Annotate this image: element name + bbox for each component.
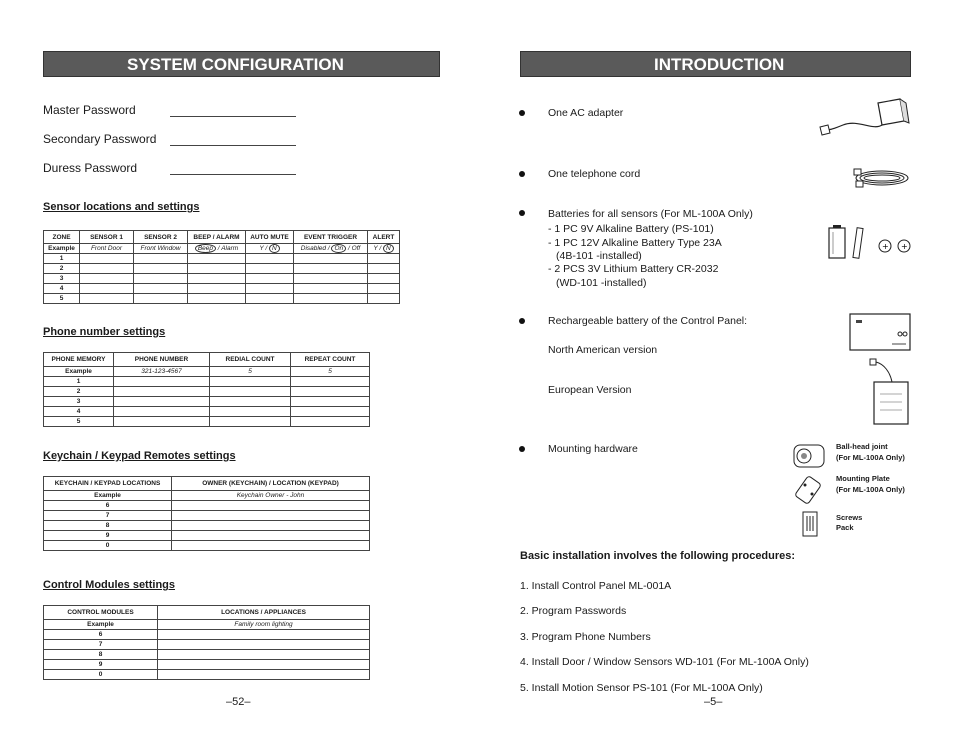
col-beep-alarm: BEEP / ALARM bbox=[188, 231, 246, 244]
col-alert: ALERT bbox=[368, 231, 400, 244]
control-modules-table bbox=[43, 605, 370, 680]
svg-text:+: + bbox=[901, 242, 908, 251]
col-sensor2: SENSOR 2 bbox=[134, 231, 188, 244]
table-row: 0 bbox=[44, 541, 370, 551]
col-repeat-count: REPEAT COUNT bbox=[291, 353, 370, 367]
battery-line: - 1 PC 9V Alkaline Battery (PS-101) bbox=[548, 223, 714, 235]
master-password-line bbox=[170, 116, 296, 117]
col-event-trigger: EVENT TRIGGER bbox=[294, 231, 368, 244]
table-row: 2 bbox=[44, 264, 400, 274]
col-phone-number: PHONE NUMBER bbox=[114, 353, 210, 367]
svg-text:+: + bbox=[882, 242, 889, 251]
phone-settings-table bbox=[43, 352, 370, 427]
ball-head-joint-label: Ball-head joint bbox=[836, 442, 888, 451]
right-page-title: INTRODUCTION bbox=[654, 55, 785, 74]
right-page-number: –5– bbox=[704, 696, 723, 708]
bullet bbox=[519, 446, 525, 452]
ball-head-joint-label: (For ML-100A Only) bbox=[836, 453, 905, 462]
table-row: 5 bbox=[44, 417, 370, 427]
table-row: Example Family room lighting bbox=[44, 620, 370, 630]
mounting-hardware-text: Mounting hardware bbox=[548, 443, 638, 455]
batteries-text: Batteries for all sensors (For ML-100A Only) bbox=[548, 208, 753, 220]
keychain-settings-table bbox=[43, 476, 370, 551]
ac-adapter-icon bbox=[818, 95, 910, 147]
col-phone-memory: PHONE MEMORY bbox=[44, 353, 114, 367]
col-auto-mute: AUTO MUTE bbox=[246, 231, 294, 244]
mounting-plate-label: (For ML-100A Only) bbox=[836, 485, 905, 494]
screws-pack-label: Screws bbox=[836, 513, 863, 522]
col-keychain-locations: KEYCHAIN / KEYPAD LOCATIONS bbox=[44, 477, 172, 491]
table-row: 2 bbox=[44, 387, 370, 397]
col-sensor1: SENSOR 1 bbox=[80, 231, 134, 244]
battery-line: (WD-101 -installed) bbox=[556, 277, 647, 289]
col-redial-count: REDIAL COUNT bbox=[210, 353, 291, 367]
mounting-plate-label: Mounting Plate bbox=[836, 474, 890, 483]
keychain-settings-heading: Keychain / Keypad Remotes settings bbox=[43, 450, 236, 462]
secondary-password-label: Secondary Password bbox=[43, 132, 157, 146]
table-row: 5 bbox=[44, 294, 400, 304]
table-row: 1 bbox=[44, 377, 370, 387]
battery-line: - 2 PCS 3V Lithium Battery CR-2032 bbox=[548, 263, 719, 275]
master-password-label: Master Password bbox=[43, 103, 136, 117]
sensor-settings-table bbox=[43, 230, 400, 304]
procedures-heading: Basic installation involves the following procedures: bbox=[520, 550, 796, 562]
telephone-cord-text: One telephone cord bbox=[548, 168, 641, 180]
table-row: Example Keychain Owner - John bbox=[44, 491, 370, 501]
left-title-banner bbox=[43, 51, 440, 77]
table-row: 7 bbox=[44, 511, 370, 521]
european-text: European Version bbox=[548, 384, 632, 396]
telephone-cord-icon bbox=[852, 163, 910, 191]
col-locations-appliances: LOCATIONS / APPLIANCES bbox=[158, 606, 370, 620]
bullet bbox=[519, 171, 525, 177]
ac-adapter-text: One AC adapter bbox=[548, 107, 624, 119]
table-row: 4 bbox=[44, 284, 400, 294]
battery-icon bbox=[825, 222, 915, 262]
table-row: 3 bbox=[44, 397, 370, 407]
table-row: 0 bbox=[44, 670, 370, 680]
table-row: 7 bbox=[44, 640, 370, 650]
procedure-item: 2. Program Passwords bbox=[520, 605, 627, 617]
screws-pack-icon bbox=[802, 511, 818, 537]
col-control-modules: CONTROL MODULES bbox=[44, 606, 158, 620]
phone-settings-heading: Phone number settings bbox=[43, 326, 166, 338]
bullet bbox=[519, 210, 525, 216]
bullet bbox=[519, 318, 525, 324]
col-zone: ZONE bbox=[44, 231, 80, 244]
procedure-item: 5. Install Motion Sensor PS-101 (For ML-100A Only) bbox=[520, 682, 763, 694]
bullet bbox=[519, 110, 525, 116]
sensor-settings-heading: Sensor locations and settings bbox=[43, 201, 200, 213]
battery-line: - 1 PC 12V Alkaline Battery Type 23A bbox=[548, 237, 722, 249]
table-row: 6 bbox=[44, 501, 370, 511]
left-page-title: SYSTEM CONFIGURATION bbox=[127, 55, 344, 74]
duress-password-line bbox=[170, 174, 296, 175]
table-row: 9 bbox=[44, 660, 370, 670]
table-row: 4 bbox=[44, 407, 370, 417]
european-battery-icon bbox=[866, 358, 910, 426]
procedure-item: 3. Program Phone Numbers bbox=[520, 631, 651, 643]
table-row: Example 321-123-4567 5 5 bbox=[44, 367, 370, 377]
screws-pack-label: Pack bbox=[836, 523, 854, 532]
mounting-plate-icon bbox=[794, 474, 826, 504]
col-owner-location: OWNER (KEYCHAIN) / LOCATION (KEYPAD) bbox=[172, 477, 370, 491]
control-modules-heading: Control Modules settings bbox=[43, 579, 175, 591]
table-row: 3 bbox=[44, 274, 400, 284]
left-page-number: –52– bbox=[226, 696, 251, 708]
north-american-text: North American version bbox=[548, 344, 658, 356]
table-row: 8 bbox=[44, 521, 370, 531]
table-row: 6 bbox=[44, 630, 370, 640]
duress-password-label: Duress Password bbox=[43, 161, 138, 175]
table-row: 8 bbox=[44, 650, 370, 660]
control-panel-battery-icon bbox=[848, 312, 912, 352]
secondary-password-line bbox=[170, 145, 296, 146]
table-row: Example Front Door Front Window Beep / Alarm Y / N Disabled / On / Off Y / N bbox=[44, 244, 400, 254]
procedure-item: 4. Install Door / Window Sensors WD-101 (For ML-100A Only) bbox=[520, 656, 809, 668]
table-row: 1 bbox=[44, 254, 400, 264]
table-row: 9 bbox=[44, 531, 370, 541]
rechargeable-text: Rechargeable battery of the Control Panel: bbox=[548, 315, 748, 327]
procedure-item: 1. Install Control Panel ML-001A bbox=[520, 580, 672, 592]
battery-line: (4B-101 -installed) bbox=[556, 250, 642, 262]
right-title-banner bbox=[520, 51, 911, 77]
ball-head-joint-icon bbox=[790, 441, 830, 471]
